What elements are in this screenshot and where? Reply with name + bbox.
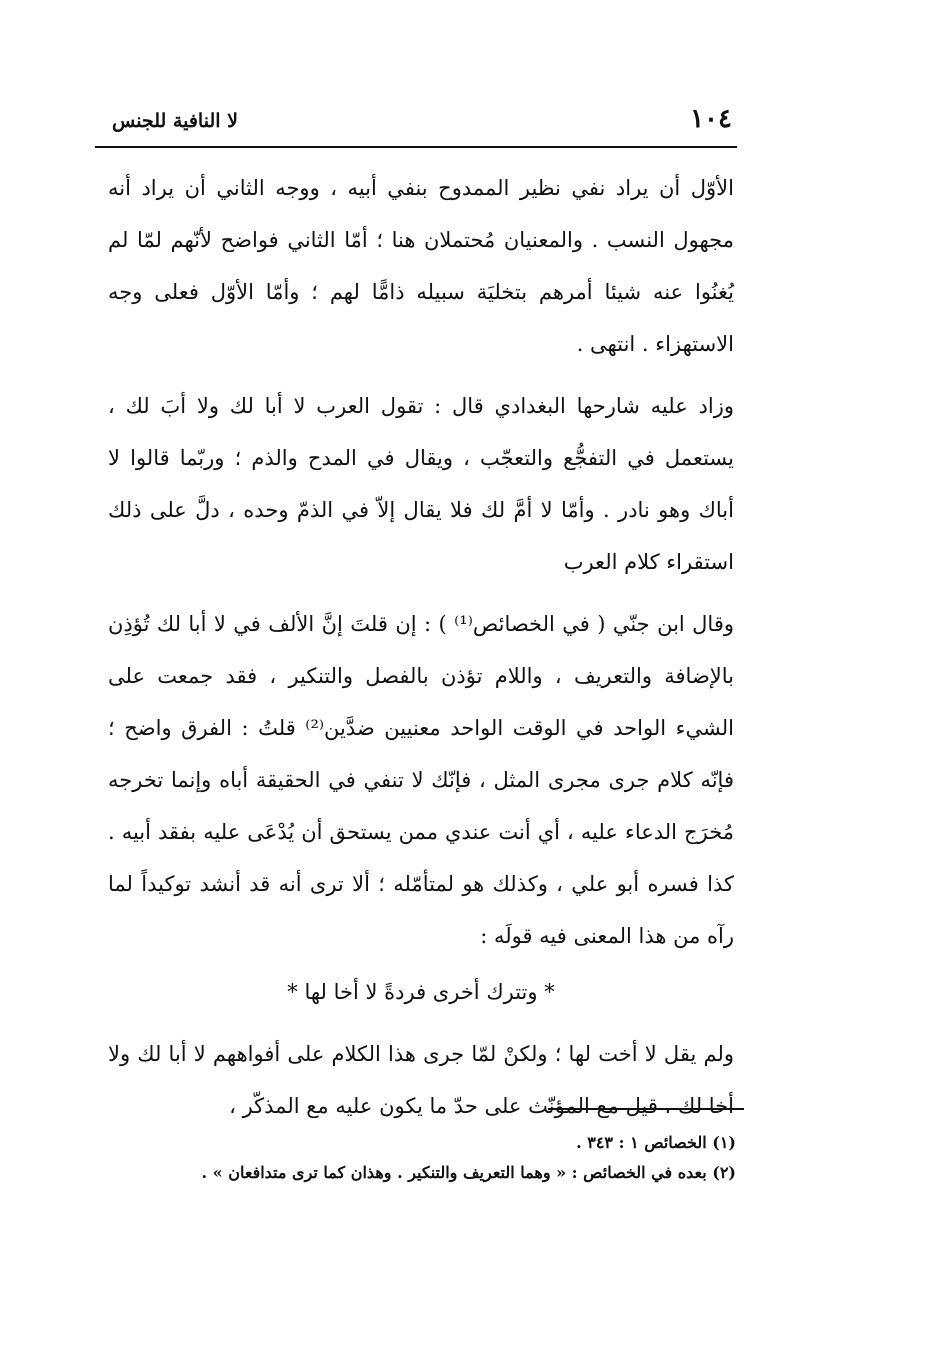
- footnote-1: (١) الخصائص ١ : ٣٤٣ .: [576, 1133, 736, 1152]
- footnotes: [118, 1128, 736, 1188]
- running-title: لا النافية للجنس: [112, 110, 238, 132]
- footnote-2: (٢) بعده في الخصائص : « وهما التعريف والتنكير . وهذان كما ترى متدافعان » .: [201, 1163, 736, 1182]
- page-header: [112, 104, 732, 144]
- page-body: [108, 162, 734, 1132]
- paragraph-3: وقال ابن جنّي ( في الخصائص⁽¹⁾ ) : إن قلتَ إنَّ الألف في لا أبا لك تُؤذِن بالإضافة والتعريف ، واللام تؤذن بالفصل والتنكير ، فقد جمعت على الشيء الواحد في الوقت الواحد معنيين ضدَّين⁽²⁾ قلتُ : الفرق واضح ؛ فإنّه كلام جرى مجرى المثل ، فإنّك لا تنفي في الحقيقة أباه وإنما تخرجه مُخرَج الدعاء عليه ، أي أنت عندي ممن يستحق أن يُدْعَى عليه بفقد أبيه . كذا فسره أبو علي ، وكذلك هو لمتأمّله ؛ ألا ترى أنه قد أنشد توكيداً لما رآه من هذا المعنى فيه قولَه :: [108, 612, 735, 948]
- verse-line: * وتترك أخرى فردةً لا أخا لها *: [287, 980, 555, 1004]
- footnote-divider: [548, 1108, 744, 1110]
- header-divider: [95, 146, 737, 148]
- paragraph-4: ولم يقل لا أخت لها ؛ ولكنْ لمّا جرى هذا الكلام على أفواههم لا أبا لك ولا أخا لك ، قيل مع المؤنّث على حدّ ما يكون عليه مع المذكّر ،: [108, 1042, 734, 1118]
- paragraph-1: الأوّل أن يراد نفي نظير الممدوح بنفي أبيه ، ووجه الثاني أن يراد أنه مجهول النسب . والمعنيان مُحتملان هنا ؛ أمّا الثاني فواضح لأنّهم لمّا لم يُغنُوا عنه شيئا أمرهم بتخليَة سبيله ذامًّا لهم ؛ وأمّا الأوّل فعلى وجه الاستهزاء . انتهى .: [108, 176, 734, 356]
- paragraph-2: وزاد عليه شارحها البغدادي قال : تقول العرب لا أبا لك ولا أبَ لك ، يستعمل في التفجُّع والتعجّب ، ويقال في المدح والذم ؛ وربّما قالوا لا أباك وهو نادر . وأمّا لا أمَّ لك فلا يقال إلاّ في الذمّ وحده ، دلَّ على ذلك استقراء كلام العرب: [108, 394, 734, 574]
- page-number: ١٠٤: [690, 104, 732, 134]
